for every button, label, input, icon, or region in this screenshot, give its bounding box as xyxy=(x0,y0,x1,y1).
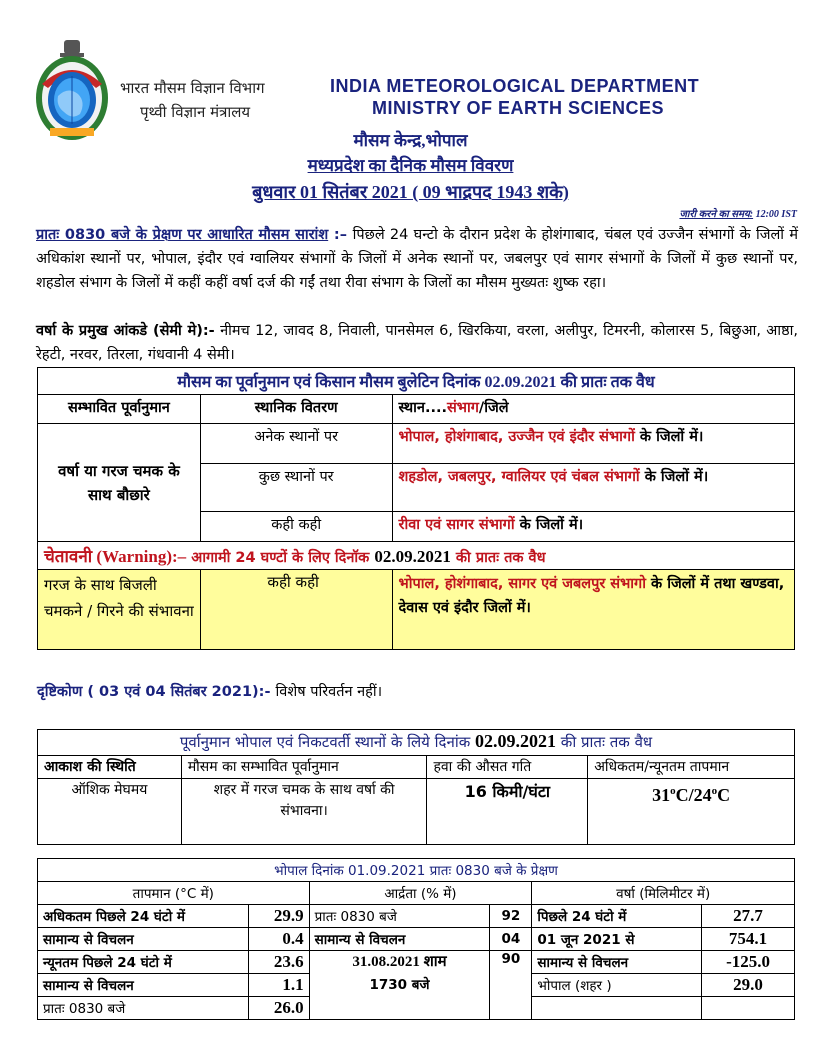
summary-heading: प्रातः 0830 बजे के प्रेक्षण पर आधारित मौसम सारांश xyxy=(36,227,329,243)
max-min-temp: 31$^o$C/24$^o$C xyxy=(588,779,795,845)
col-wind-speed: हवा की औसत गति xyxy=(427,756,588,779)
forecast-suffix: के जिलों में। xyxy=(634,429,704,445)
rain-empty-cell xyxy=(702,997,795,1020)
forecast-event: वर्षा या गरज चमक के साथ बौछारे xyxy=(38,424,201,542)
temp-label: सामान्य से विचलन xyxy=(38,974,249,997)
issue-time-label: जारी करने का समय: xyxy=(679,209,754,220)
humidity-label: प्रातः 0830 बजे xyxy=(309,905,490,928)
humidity-value: 04 xyxy=(490,928,532,951)
rain-empty-cell xyxy=(532,997,702,1020)
forecast-places: शहडोल, जबलपुर, ग्वालियर एवं चंबल संभागों xyxy=(398,469,640,485)
forecast-title-post: की प्रातः तक वैध xyxy=(560,374,655,391)
hindi-org-line1: भारत मौसम विज्ञान विभाग xyxy=(120,79,265,97)
temp-label: न्यूनतम पिछले 24 घंटो में xyxy=(38,951,249,974)
summary-text: पिछले 24 घन्टो के दौरान प्रदेश के होशंगाबाद, चंबल एवं उज्जैन संभागों के जिलों में अधिकांश स्थानों पर, भोपाल, इंदौर एवं ग्वालियर संभागों के जिलों में अनेक स्थानों पर, जबलपुर एवं सागर संभागों के जिलों में कुछ स्थानों पर, शहडोल संभाग के जिलों में कहीं कहीं वर्षा दर्ज की गईं तथा रीवा संभाग के जिलों का मौसम मुख्यतः शुष्क रहा। xyxy=(36,227,798,291)
temp-label: सामान्य से विचलन xyxy=(38,928,249,951)
observations-title: भोपाल दिनांक 01.09.2021 प्रातः 0830 बजे के प्रेक्षण xyxy=(38,859,795,882)
temp-value: 23.6 xyxy=(248,951,309,974)
rain-label: पिछले 24 घंटो में xyxy=(532,905,702,928)
bhopal-forecast-title xyxy=(38,730,795,756)
rainfall-heading: वर्षा के प्रमुख आंकडे (सेमी मे):- xyxy=(36,323,215,339)
forecast-places: रीवा एवं सागर संभागों xyxy=(398,517,515,533)
col-places-post: /जिले xyxy=(478,400,509,416)
warning-event: गरज के साथ बिजली चमकने / गिरने की संभावना xyxy=(38,570,201,650)
degree-sign: o xyxy=(670,785,676,797)
warning-text-pre: आगामी 24 घण्टों के लिए दिनॉक xyxy=(186,550,370,566)
forecast-places-row xyxy=(392,512,794,542)
weather-forecast: शहर में गरज चमक के साथ वर्षा की संभावना। xyxy=(181,779,427,845)
bhopal-title-pre: पूर्वानुमान भोपाल एवं निकटवर्ती स्थानों के लिये दिनांक xyxy=(179,733,471,751)
temp-unit: C xyxy=(717,785,731,805)
bhopal-title-post: की प्रातः तक वैध xyxy=(560,733,653,751)
col-places-division: संभाग xyxy=(447,400,479,416)
forecast-places-row xyxy=(392,464,794,512)
summary-separator: :– xyxy=(328,227,353,243)
english-org-line2: MINISTRY OF EARTH SCIENCES xyxy=(372,98,665,118)
humidity-value: 90 xyxy=(490,951,532,1020)
humidity-evening-date: 31.08.2021 शाम xyxy=(352,954,447,970)
sky-condition: ऑशिक मेघमय xyxy=(38,779,182,845)
forecast-title-pre: मौसम का पूर्वानुमान एवं किसान मौसम बुलेटिन दिनांक xyxy=(177,374,481,391)
humidity-evening-label xyxy=(309,951,490,1020)
rain-label: सामान्य से विचलन xyxy=(532,951,702,974)
warning-distribution: कही कही xyxy=(200,570,392,650)
english-org-line1: INDIA METEOROLOGICAL DEPARTMENT xyxy=(330,76,700,96)
forecast-table xyxy=(37,367,795,650)
temperature-header: तापमान (°C में) xyxy=(38,882,310,905)
col-weather-forecast: मौसम का सम्भावित पूर्वानुमान xyxy=(181,756,427,779)
warning-text-post: की प्रातः तक वैध xyxy=(455,550,546,566)
humidity-evening-time: 1730 बजे xyxy=(369,977,430,993)
observations-table xyxy=(37,858,795,1020)
forecast-distribution: अनेक स्थानों पर xyxy=(200,424,392,464)
outlook-label: दृष्टिकोण ( 03 एवं 04 सितंबर 2021):- xyxy=(37,684,271,700)
hindi-org-line2: पृथ्वी विज्ञान मंत्रालय xyxy=(140,103,251,121)
temp-value: 1.1 xyxy=(248,974,309,997)
warning-title xyxy=(38,542,795,570)
centre-name: मौसम केन्द्र,भोपाल xyxy=(353,131,468,150)
forecast-distribution: कुछ स्थानों पर xyxy=(200,464,392,512)
warning-label: चेतावनी (Warning):– xyxy=(44,547,187,566)
warning-places: भोपाल, होशंगाबाद, सागर एवं जबलपुर संभागो xyxy=(398,576,646,592)
bhopal-forecast-table xyxy=(37,729,795,845)
humidity-header: आर्द्रता (% में) xyxy=(309,882,532,905)
warning-suffix: के जिलों में तथा खण्डवा, देवास एवं इंदौर जिलों में। xyxy=(398,576,785,616)
temp-label: प्रातः 0830 बजे xyxy=(38,997,249,1020)
col-sky-condition: आकाश की स्थिति xyxy=(38,756,182,779)
temp-value: 29.9 xyxy=(248,905,309,928)
forecast-suffix: के जिलों में। xyxy=(639,469,709,485)
forecast-suffix: के जिलों में। xyxy=(514,517,584,533)
wind-speed: 16 किमी/घंटा xyxy=(427,779,588,845)
rain-header: वर्षा (मिलिमीटर में) xyxy=(532,882,795,905)
forecast-title xyxy=(38,368,795,395)
warning-places-row xyxy=(392,570,794,650)
temp-min: 24 xyxy=(693,785,712,805)
rain-label: भोपाल (शहर ) xyxy=(532,974,702,997)
col-places-pre: स्थान.... xyxy=(398,400,447,416)
forecast-places: भोपाल, होशंगाबाद, उज्जैन एवं इंदौर संभागों xyxy=(398,429,635,445)
warning-date: 02.09.2021 xyxy=(374,547,451,566)
rain-value: 754.1 xyxy=(702,928,795,951)
degree-sign: o xyxy=(711,785,718,797)
humidity-value: 92 xyxy=(490,905,532,928)
rain-value: 29.0 xyxy=(702,974,795,997)
rain-value: 27.7 xyxy=(702,905,795,928)
col-spatial-distribution: स्थानिक वितरण xyxy=(200,395,392,424)
temp-label: अधिकतम पिछले 24 घंटो में xyxy=(38,905,249,928)
col-max-min-temp: अधिकतम/न्यूनतम तापमान xyxy=(588,756,795,779)
rainfall-data xyxy=(36,319,798,367)
report-date: बुधवार 01 सितंबर 2021 ( 09 भाद्रपद 1943 शके) xyxy=(252,182,569,202)
rain-value: -125.0 xyxy=(702,951,795,974)
report-title: मध्यप्रदेश का दैनिक मौसम विवरण xyxy=(307,156,514,175)
temp-unit: C xyxy=(675,785,689,805)
issue-time xyxy=(679,206,797,220)
bhopal-title-date: 02.09.2021 xyxy=(475,731,557,751)
humidity-label: सामान्य से विचलन xyxy=(309,928,490,951)
forecast-title-date: 02.09.2021 xyxy=(484,374,557,391)
rain-label: 01 जून 2021 से xyxy=(532,928,702,951)
weather-summary xyxy=(36,223,798,295)
outlook xyxy=(37,681,382,701)
col-places xyxy=(392,395,794,424)
col-expected-forecast: सम्भावित पूर्वानुमान xyxy=(38,395,201,424)
outlook-text: विशेष परिवर्तन नहीं। xyxy=(275,684,383,700)
temp-value: 0.4 xyxy=(248,928,309,951)
temp-max: 31 xyxy=(652,785,671,805)
rainfall-text: नीमच 12, जावद 8, निवाली, पानसेमल 6, खिरकिया, वरला, अलीपुर, टिमरनी, कोलारस 5, बिछुआ, आष्ठा, रेहटी, नरवर, तिरला, गंधवानी 4 सेमी। xyxy=(36,323,799,363)
temp-value: 26.0 xyxy=(248,997,309,1020)
forecast-places-row xyxy=(392,424,794,464)
issue-time-value: 12:00 IST xyxy=(755,209,797,220)
forecast-distribution: कही कही xyxy=(200,512,392,542)
